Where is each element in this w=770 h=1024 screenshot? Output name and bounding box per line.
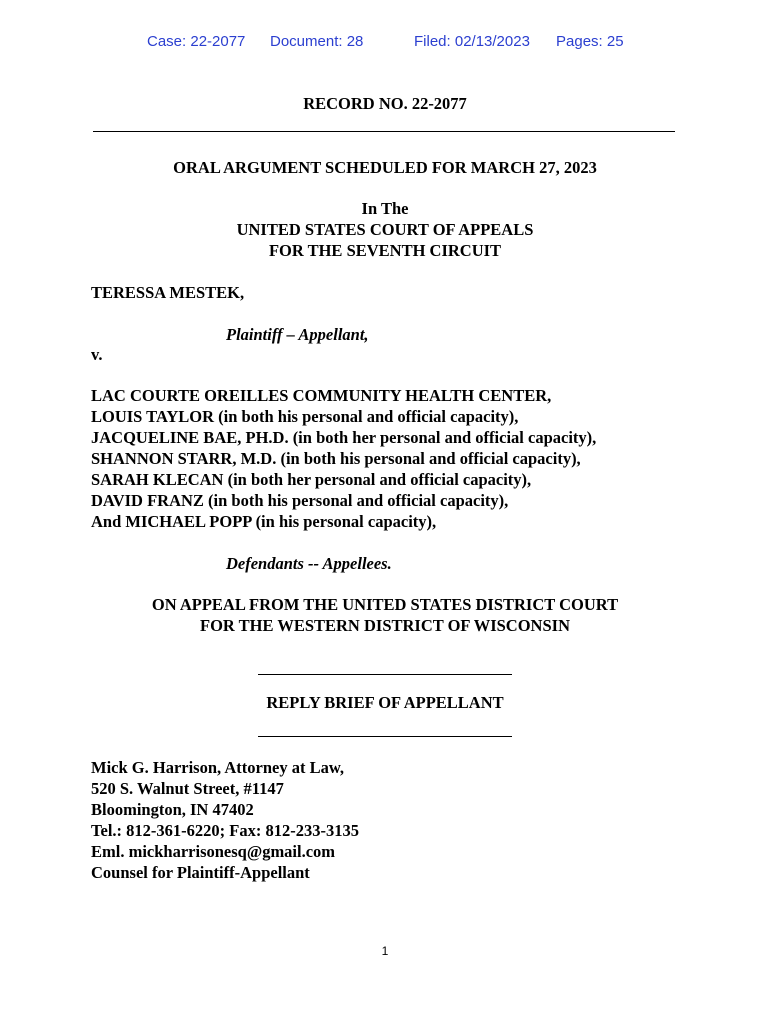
page-count: Pages: 25 (556, 33, 624, 50)
appeal-source-line2: FOR THE WESTERN DISTRICT OF WISCONSIN (200, 616, 570, 635)
counsel-address-line2: Bloomington, IN 47402 (91, 800, 254, 819)
oral-argument-notice: ORAL ARGUMENT SCHEDULED FOR MARCH 27, 2023 (173, 158, 597, 177)
filed-date: Filed: 02/13/2023 (414, 33, 530, 50)
brief-title: REPLY BRIEF OF APPELLANT (266, 693, 504, 712)
counsel-phone: Tel.: 812-361-6220; Fax: 812-233-3135 (91, 821, 359, 840)
plaintiff-role: Plaintiff – Appellant, (226, 325, 369, 344)
case-header (0, 33, 770, 53)
defendants-role: Defendants -- Appellees. (226, 554, 392, 573)
defendant-line: JACQUELINE BAE, PH.D. (in both her personal and official capacity), (91, 428, 597, 447)
in-the-label: In The (361, 199, 409, 218)
counsel-name: Mick G. Harrison, Attorney at Law, (91, 758, 344, 777)
title-rule-bottom (258, 736, 512, 737)
counsel-email: Eml. mickharrisonesq@gmail.com (91, 842, 336, 861)
record-number: RECORD NO. 22-2077 (303, 94, 467, 113)
case-number: Case: 22-2077 (147, 33, 246, 50)
page-number: 1 (381, 944, 389, 958)
versus: v. (91, 345, 103, 364)
plaintiff-name: TERESSA MESTEK, (91, 283, 245, 302)
title-rule-top (258, 674, 512, 675)
defendant-line: And MICHAEL POPP (in his personal capacity), (91, 512, 437, 531)
defendant-line: SARAH KLECAN (in both her personal and official capacity), (91, 470, 532, 489)
appeal-source-line1: ON APPEAL FROM THE UNITED STATES DISTRICT COURT (151, 595, 619, 614)
record-divider (93, 131, 675, 132)
court-name-line2: FOR THE SEVENTH CIRCUIT (268, 241, 502, 260)
counsel-role: Counsel for Plaintiff-Appellant (91, 863, 310, 882)
defendant-line: LAC COURTE OREILLES COMMUNITY HEALTH CENTER, (91, 386, 552, 405)
defendant-line: SHANNON STARR, M.D. (in both his personal and official capacity), (91, 449, 581, 468)
defendant-line: LOUIS TAYLOR (in both his personal and official capacity), (91, 407, 519, 426)
document-number: Document: 28 (270, 33, 364, 50)
defendant-line: DAVID FRANZ (in both his personal and official capacity), (91, 491, 509, 510)
counsel-address-line1: 520 S. Walnut Street, #1147 (91, 779, 284, 798)
court-name-line1: UNITED STATES COURT OF APPEALS (236, 220, 534, 239)
